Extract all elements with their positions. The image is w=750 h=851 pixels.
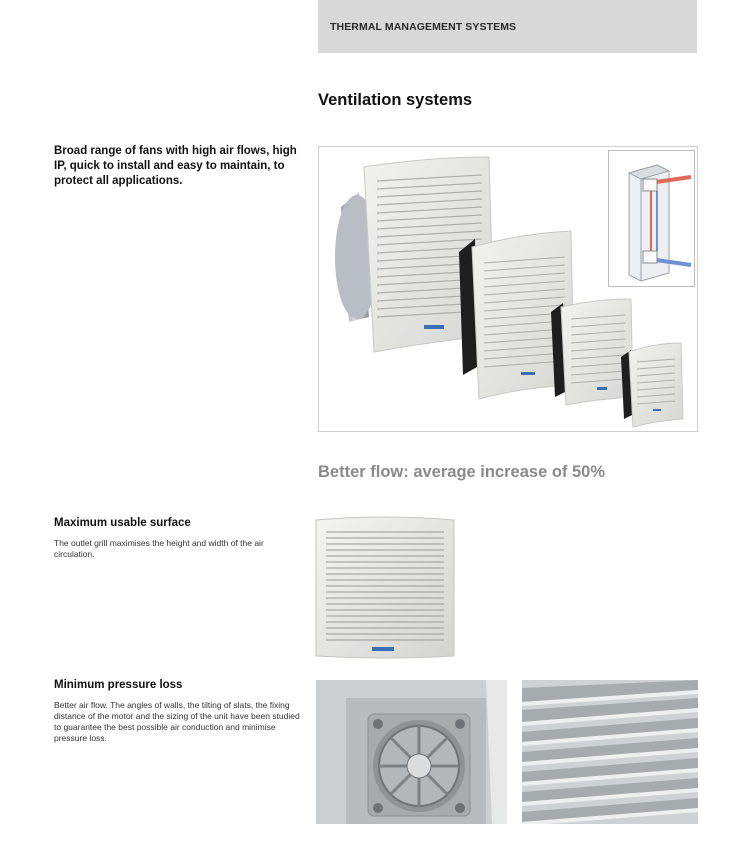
section-label: THERMAL MANAGEMENT SYSTEMS bbox=[330, 21, 517, 33]
slats-illustration bbox=[522, 680, 698, 824]
section-heading-pressure-loss: Minimum pressure loss bbox=[54, 679, 183, 691]
outlet-grill-illustration bbox=[312, 514, 458, 660]
intro-text: Broad range of fans with high air flows, high IP, quick to install and easy to maintain, to protect all applications. bbox=[54, 145, 297, 187]
subtitle-better-flow: Better flow: average increase of 50% bbox=[318, 463, 606, 481]
section-body-usable-surface: The outlet grill maximises the height and width of the air circulation. bbox=[54, 538, 264, 559]
section-body-pressure-loss: Better air flow. The angles of walls, the tilting of slats, the fixing distance of the motor and the sizing of the unit have been studied to guarantee the best possible air conduction and minimise pressure loss. bbox=[54, 700, 300, 743]
page-title: Ventilation systems bbox=[318, 91, 473, 109]
fan-motor-illustration bbox=[316, 680, 507, 824]
product-range-image bbox=[318, 146, 698, 432]
cabinet-airflow-icon bbox=[609, 151, 694, 286]
fan-motor-closeup-image bbox=[316, 680, 507, 824]
section-heading-usable-surface: Maximum usable surface bbox=[54, 517, 191, 529]
outlet-grill-image bbox=[312, 514, 458, 660]
airflow-diagram-inset bbox=[608, 150, 695, 287]
slats-closeup-image bbox=[522, 680, 698, 824]
header-bar bbox=[318, 0, 697, 53]
